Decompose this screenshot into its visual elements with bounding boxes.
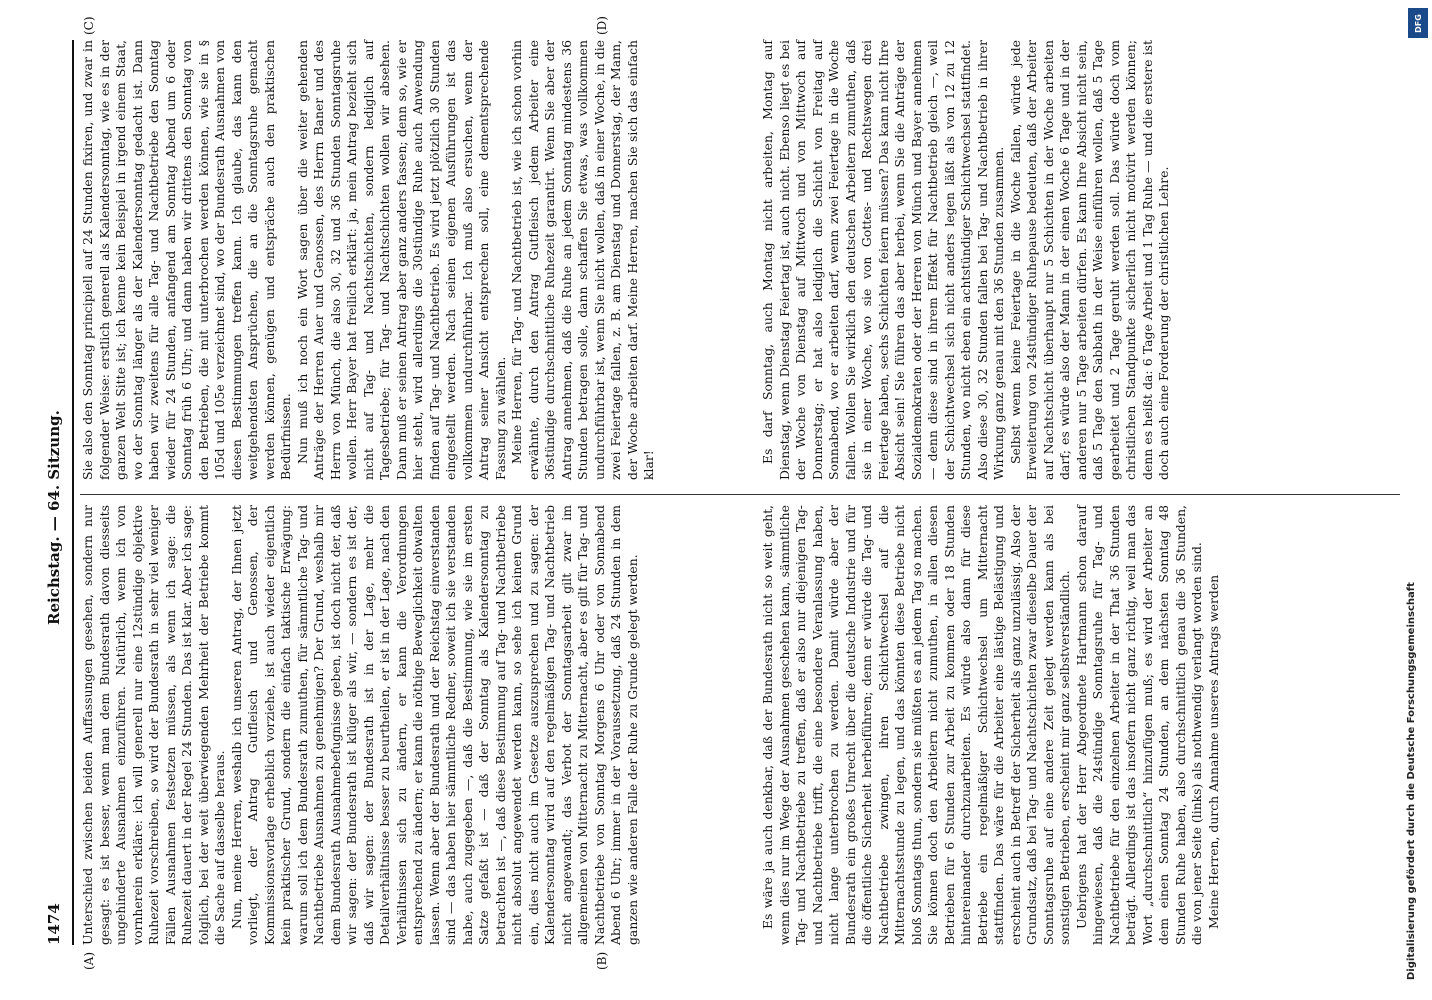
- text-column-4: [760, 40, 1380, 480]
- paragraph: Nun muß ich noch ein Wort sagen über die weiter gehenden Anträge der Herren Auer und Genossen, des Herrn Baner und des Herrn von Münch, die also 30, 32 und 36 Stunden Sonntagsruhe wollen. Herr Bayer hat freilich erklärt: ja, mein Antrag bezieht sich nicht auf Tag- und Nachtschichten, sondern lediglich auf Tagesbetriebe; für Tag- und Nachtschichten wollen wir absehen. Dann muß er seinen Antrag aber ganz anders fassen; denn so, wie er hier steht, wird allerdings die 30stündige Ruhe auch Anwendung finden auf Tag- und Nachtbetrieb. Es wird jetzt plötzlich 30 Stunden eingestellt werden. Nach seinen eigenen Ausführungen ist das vollkommen undurchführbar. Ich muß also ersuchen, wenn der Antrag seiner Ansicht entsprechen soll, eine dementsprechende Fassung zu wählen.: [294, 40, 508, 480]
- margin-marker-b: (B): [595, 951, 609, 970]
- margin-marker-d: (D): [595, 16, 609, 35]
- credit-text: Digitalisierung gefördert durch die Deutsche Forschungsgemeinschaft: [1406, 582, 1417, 980]
- digitization-credit: [1406, 40, 1428, 980]
- paragraph: Unterschied zwischen beiden Auffassungen gesehen, sondern nur gesagt: es ist besser, wenn man dem Bundesrath davon diesseits ungehinderte Ausnahmen einzuführen. Natürlich, wenn ich von vornherein erkläre: ich will generell nur eine 12stündige objektive Ruhezeit vorschreiben, so wird der Bundesrath in sehr viel weniger Fällen Ausnahmen festsetzen müssen, als wenn ich sage: die Ruhezeit dauert in der Regel 24 Stunden. Das ist klar. Aber ich sage: folglich, bei der weit überwiegenden Mehrheit der Betriebe kommt die Sache auf dasselbe heraus.: [80, 505, 227, 945]
- margin-marker-c: (C): [82, 16, 96, 35]
- dfg-logo-text: DFG: [1413, 13, 1423, 33]
- paragraph: Es wäre ja auch denkbar, daß der Bundesrath nicht so weit geht, wenn dies nur im Wege der Ausnahmen geschehen kann, sämmtliche Tag- und Nachtbetriebe zu treffen, daß er also nur diejenigen Tag- und Nachtbetriebe trifft, die eine besondere Veranlassung haben, nicht lange unterbrochen zu werden. Damit würde aber der Bundesrath ein großes Unrecht über die deutsche Industrie und für die öffentliche Sicherheit herbeiführen; denn er würde die Tag- und Nachtbetriebe zwingen, ihren Schichtwechsel auf die Mitternachtsstunde zu legen, und das könnten diese Betriebe nicht bloß Sonntags thun, sondern sie müßten es an jedem Tag so machen. Sie können doch den Arbeitern nicht zumuthen, in allen diesen Betrieben für 6 Stunden zur Arbeit zu kommen oder 18 Stunden hintereinander durchzuarbeiten. Es würde also dann für diese Betriebe ein regelmäßiger Schichtwechsel um Mitternacht stattfinden. Das wäre für die Arbeiter eine lästige Belästigung und erscheint auch in Betreff der Sicherheit als ganz unzulässig. Also der Grundsatz, daß bei Tag- und Nachtschichten zwar dieselbe Dauer der Sonntagsruhe auf eine andere Zeit gelegt werden kann als bei sonstigen Betrieben, erscheint mir ganz selbstverständlich.: [760, 505, 1072, 945]
- paragraph: Meine Herren, durch Annahme unseres Antrags werden: [1205, 574, 1221, 929]
- paragraph: Es darf Sonntag, auch Montag nicht arbeiten, Montag auf Dienstag, wenn Dienstag Feiertag ist, auch nicht. Ebenso liegt es bei der Woche von Dienstag auf Mittwoch und von Mittwoch auf Donnerstag; er hat also lediglich die Schicht von Freitag auf Sonnabend, wo er arbeiten darf, wenn zwei Feiertage in die Woche fallen. Wollen Sie wirklich den deutschen Arbeitern zumuthen, daß sie in einer Woche, wo sie von Gottes- und Rechtswegen drei Feiertage haben, sechs Schichten feiern müssen? Das kann nicht Ihre Absicht sein! Sie führen das aber herbei, wenn Sie die Anträge der Sozialdemokraten oder der Herren von Münch und Bayer annehmen — denn diese sind in ihrem Effekt für Nachtbetrieb gleich —, weil der Schichtwechsel sich nicht anders legen läßt als von 12 zu 12 Stunden, wo nicht eben ein achtstündiger Schichtwechsel stattfindet. Also diese 30, 32 Stunden fallen bei Tag- und Nachtbetrieb in ihrer Wirkung ganz genau mit den 36 Stunden zusammen.: [760, 40, 1006, 480]
- margin-marker-a: (A): [82, 951, 96, 970]
- text-column-3: [80, 40, 760, 480]
- paragraph: Meine Herren, für Tag- und Nachtbetrieb ist, wie ich schon vorhin erwähnte, durch den Antrag Gutfleisch jedem Arbeiter eine 36stündige durchschnittliche Ruhezeit garantirt. Wenn Sie aber der Antrag annehmen, daß die Ruhe an jedem Sonntag mindestens 36 Stunden betragen solle, dann schaffen Sie etwas, was vollkommen undurchführbar ist, wenn Sie nicht wollen, daß in einer Woche, in die zwei Feiertage fallen, z. B. am Dienstag und Donnerstag, der Mann, der Woche arbeiten darf. Meine Herren, machen Sie sich das einfach klar!: [509, 40, 656, 480]
- paragraph: Selbst wenn keine Feiertage in die Woche fallen, würde jede Erweiterung von 24stündiger Ruhepause bedeuten, daß der Arbeiter auf Nachtschicht überhaupt nur 5 Schichten in der Woche arbeiten darf; es würde also der Mann in der einen Woche 6 Tage und in der anderen nur 5 Tage arbeiten dürfen. Es kann Ihre Absicht nicht sein, daß 5 Tage den Sabbath in der Weise einführen wollen, daß 5 Tage gearbeitet und 2 Tage geruht werden soll. Das würde doch vom christlichen Standpunkte sicherlich nicht motivirt werden können; denn es heißt da: 6 Tage Arbeit und 1 Tag Ruhe — und die erstere ist doch auch eine Forderung der christlichen Lehre.: [1007, 40, 1171, 480]
- paragraph: Nun, meine Herren, weshalb ich unseren Antrag, der Ihnen jetzt vorliegt, der Antrag Gutfleisch und Genossen, der Kommissionsvorlage erheblich vorziehe, ist auch wieder eigentlich kein praktischer Grund, sondern die einfach taktische Erwägung: warum soll ich dem Bundesrath zumuthen, für sämmtliche Tag- und Nachtbetriebe Ausnahmen zu genehmigen? Der Grund, weshalb mir dem Bundesrath Ausnahmebefugnisse geben, ist doch nicht der, daß wir sagen: der Bundesrath ist klüger als wir, — sondern es ist der, daß wir sagen: der Bundesrath ist in der Lage, mehr die Detailverhältnisse besser zu beurtheilen, er ist in der Lage, nach den Verhältnissen sich zu ändern, er kann die Verordnungen entsprechend zu ändern; er kann die nöthige Beweglichkeit obwalten lassen. Wenn aber der Bundesrath und der Reichstag einverstanden sind — das haben hier sämmtliche Redner, soweit ich sie verstanden habe, auch zugegeben —, daß die Bestimmung, wie sie im ersten Satze gefaßt ist — daß der Sonntag als Kalendersonntag zu betrachten ist —, daß diese Bestimmung auf Tag- und Nachtbetriebe nicht absolut angewendet werden kann, so sehe ich keinen Grund ein, dies nicht auch im Gesetze auszusprechen und zu sagen: der Kalendersonntag wird auf den regelmäßigen Tag- und Nachtbetrieb nicht angewandt; das Verbot der Sonntagsarbeit gilt zwar im allgemeinen von Mitternacht zu Mitternacht, aber es gilt für Tag- und Nachtbetriebe von Sonntag Morgens 6 Uhr oder von Sonnabend Abend 6 Uhr; immer in der Voraussetzung, daß 24 Stunden in dem ganzen wie anderen Falle der Ruhe zu Grunde gelegt werden.: [228, 505, 640, 945]
- running-title: Reichstag. — 64. Sitzung.: [45, 410, 63, 625]
- paragraph: Uebrigens hat der Herr Abgeordnete Hartmann schon darauf hingewiesen, daß die 24stündige Sonntagsruhe für Tag- und Nachtbetriebe für den einzelnen Arbeiter in der That 36 Stunden beträgt. Allerdings ist das insofern nicht ganz richtig, weil man das Wort „durchschnittlich“ hinzufügen muß; es wird der Arbeiter an dem einen Sonntag 24 Stunden, an dem nächsten Sonntag 48 Stunden Ruhe haben, also durchschnittlich genau die 36 Stunden, die von jener Seite (links) als nothwendig verlangt worden sind.: [1073, 505, 1204, 945]
- paragraph: Sie also den Sonntag principiell auf 24 Stunden fixiren, und zwar in folgender Weise: erstlich generell als Kalendersonntag, wie es in der ganzen Welt Sitte ist; ich kenne kein Beispiel in irgend einem Staat, wo der Sonntag länger als der Kalendersonntag gedacht ist. Dann haben wir zweitens für alle Tag- und Nachtbetriebe den Sonntag wieder für 24 Stunden, anfangend am Sonntag Abend um 6 oder Sonntag früh 6 Uhr; und dann haben wir drittens den Sonntag von den Betrieben, die mit unterbrochen werden können, wie sie in § 105d und 105e verzeichnet sind, wo der Bundesrath Ausnahmen von diesen Bestimmungen treffen kann. Ich glaube, das kann den weitgehendsten Ansprüchen, die an die Sonntagsruhe gemacht werden können, genügen und entspräche auch den praktischen Bedürfnissen.: [80, 40, 293, 480]
- page-number: 1474: [45, 903, 63, 945]
- dfg-logo: [1408, 8, 1428, 38]
